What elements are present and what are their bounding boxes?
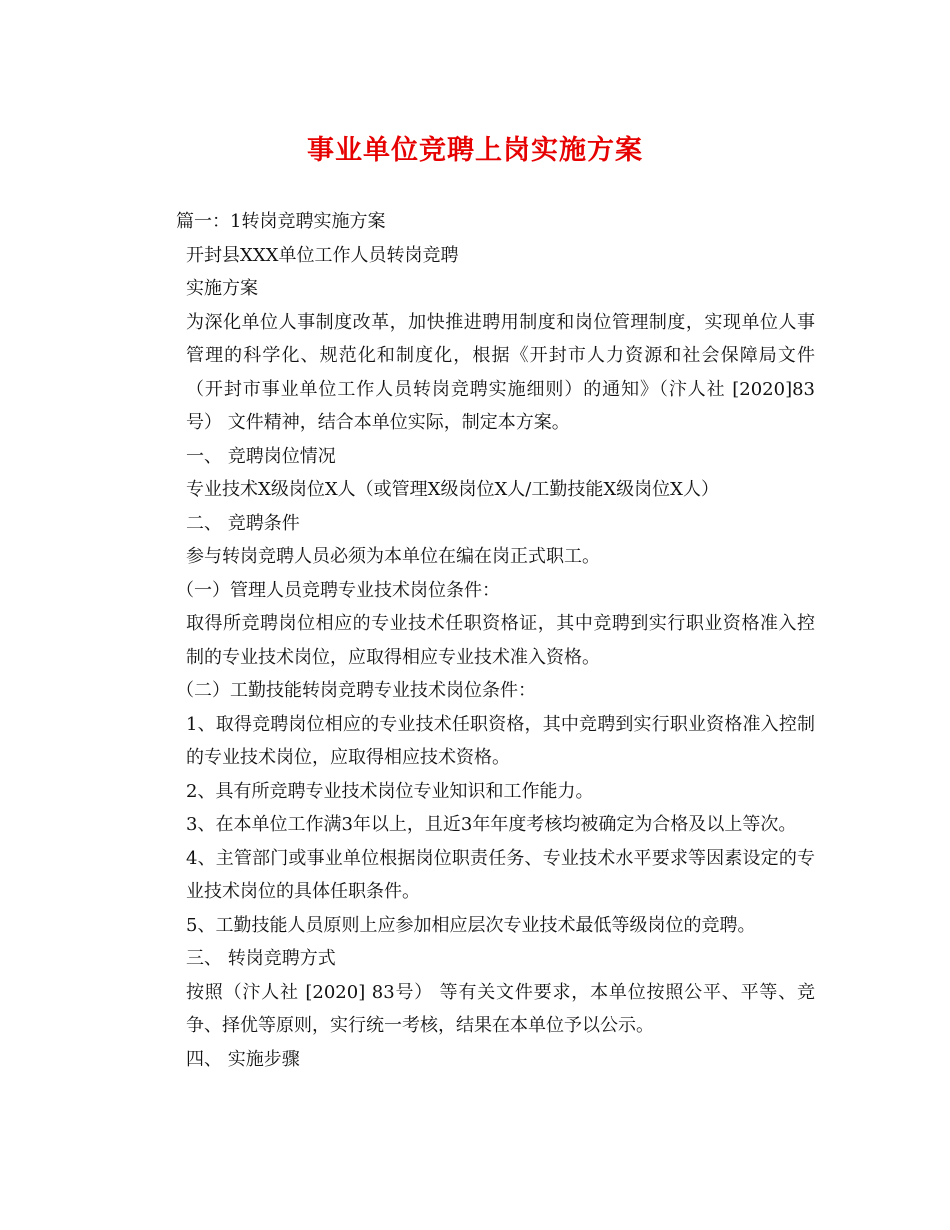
subheading-management: （一）管理人员竞聘专业技术岗位条件： (176, 579, 500, 601)
list-item-5: 5、工勤技能人员原则上应参加相应层次专业技术最低等级岗位的竞聘。 (186, 914, 756, 936)
list-item-1: 1、取得竞聘岗位相应的专业技术任职资格，其中竞聘到实行职业资格准入控制的专业技术岗位，应取得相应技术资格。 (186, 713, 815, 768)
subtitle-plan: 实施方案 (186, 278, 258, 299)
list-item-3: 3、在本单位工作满3年以上，且近3年年度考核均被确定为合格及以上等次。 (186, 814, 797, 835)
paragraph-intro: 为深化单位人事制度改革，加快推进聘用制度和岗位管理制度，实现单位人事管理的科学化、规范化和制度化，根据《开封市人力资源和社会保障局文件（开封市事业单位工作人员转岗竞聘实施细则）的通知》（汴人社 [2020]83号） 文件精神，结合本单位实际，制定本方案。 (186, 311, 815, 433)
paragraph-method: 按照（汴人社 [2020] 83号） 等有关文件要求，本单位按照公平、平等、竞争、择优等原则，实行统一考核，结果在本单位予以公示。 (186, 981, 815, 1036)
document-title: 事业单位竞聘上岗实施方案 (307, 135, 643, 166)
paragraph-eligibility: 参与转岗竞聘人员必须为本单位在编在岗正式职工。 (186, 546, 600, 567)
paragraph-management-condition: 取得所竞聘岗位相应的专业技术任职资格证，其中竞聘到实行职业资格准入控制的专业技术岗位，应取得相应专业技术准入资格。 (186, 613, 815, 668)
section-heading-3: 三、 转岗竞聘方式 (186, 948, 336, 969)
section-heading-4: 四、 实施步骤 (186, 1048, 300, 1070)
document-body (140, 205, 815, 1076)
paragraph-positions: 专业技术X级岗位X人（或管理X级岗位X人/工勤技能X级岗位X人） (186, 479, 719, 500)
list-item-4: 4、主管部门或事业单位根据岗位职责任务、专业技术水平要求等因素设定的专业技术岗位的具体任职条件。 (186, 847, 815, 902)
section-heading-1: 一、 竞聘岗位情况 (186, 445, 336, 467)
section-heading-2: 二、 竞聘条件 (186, 512, 300, 534)
list-item-2: 2、具有所竞聘专业技术岗位专业知识和工作能力。 (186, 780, 594, 802)
subtitle-unit: 开封县XXX单位工作人员转岗竞聘 (186, 244, 459, 266)
subheading-worker: （二）工勤技能转岗竞聘专业技术岗位条件： (176, 680, 536, 701)
section-heading-part-one: 篇一：1转岗竞聘实施方案 (176, 211, 386, 232)
